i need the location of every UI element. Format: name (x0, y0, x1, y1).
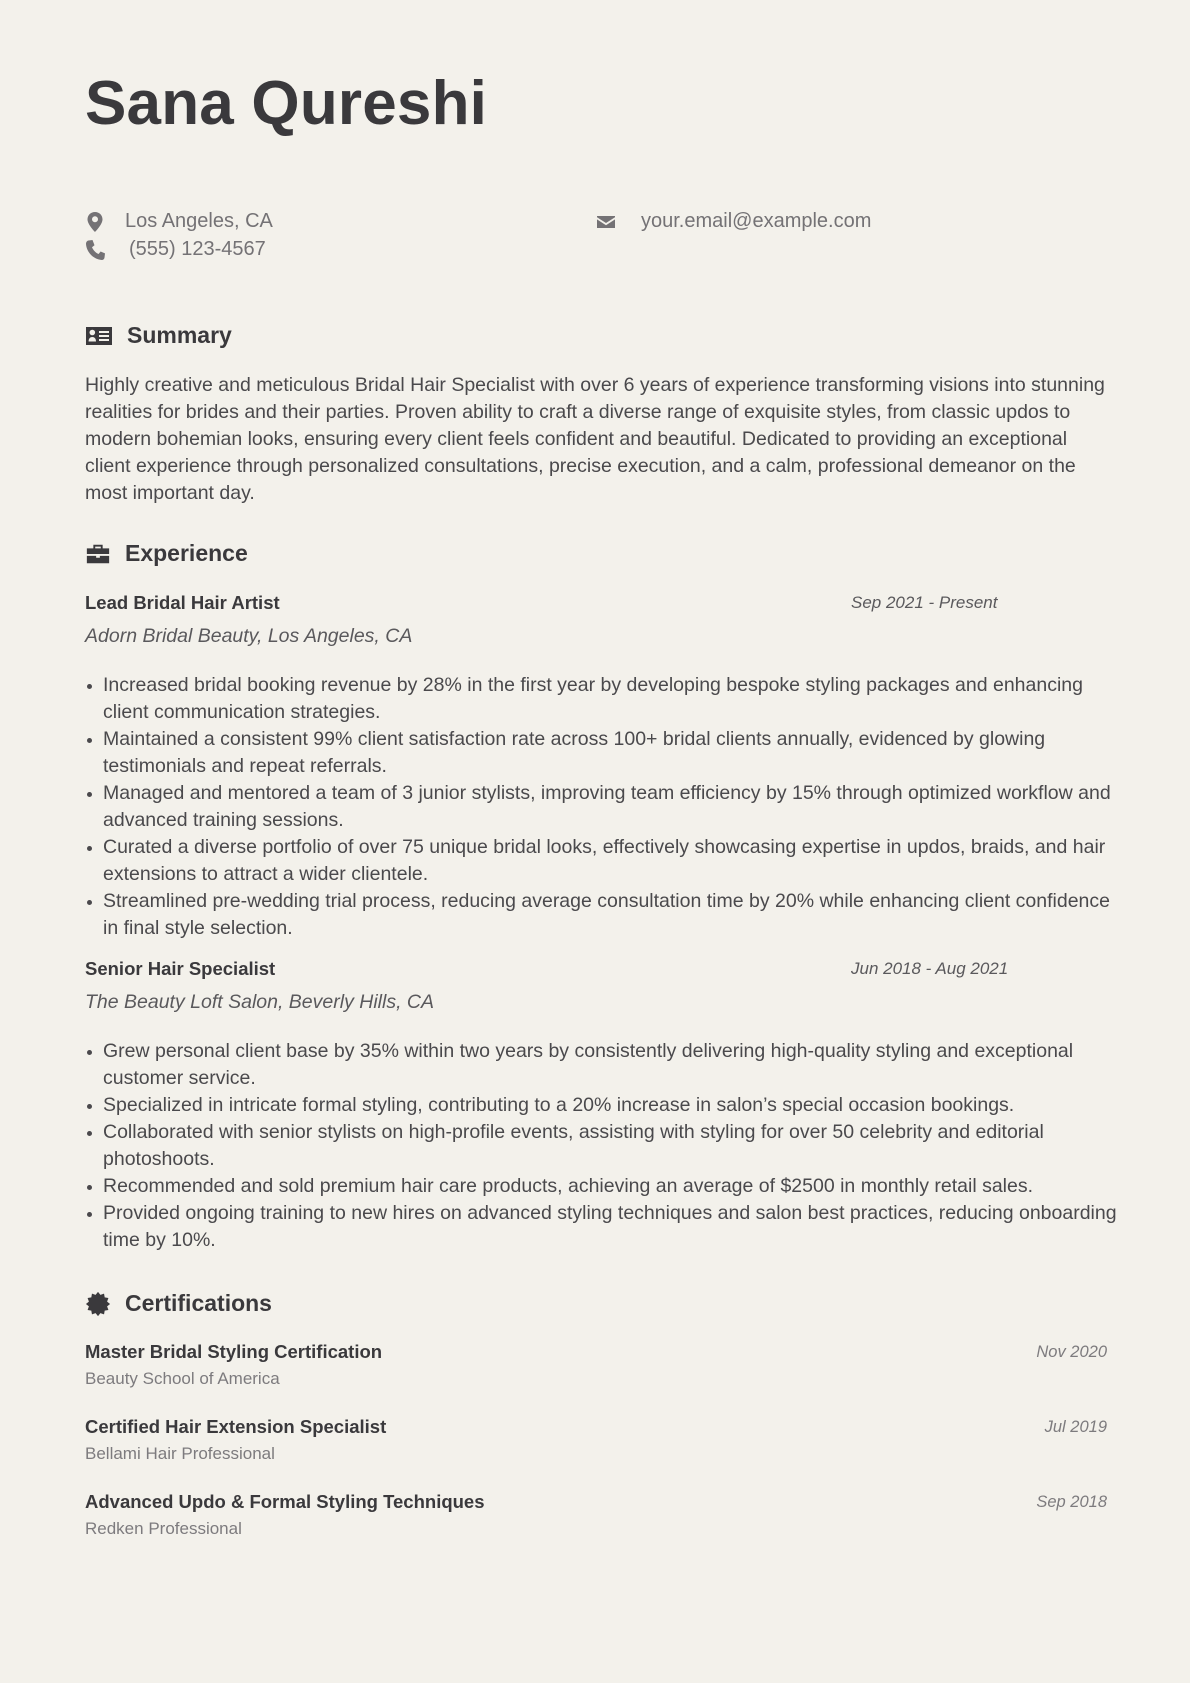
job-bullet: Collaborated with senior stylists on high-profile events, assisting with styling for over 50 celebrity and editorial photoshoots. (103, 1119, 1125, 1173)
job-bullet: Curated a diverse portfolio of over 75 unique bridal looks, effectively showcasing expertise in updos, braids, and hair extensions to attract a wider clientele. (103, 834, 1125, 888)
certifications-heading (85, 1290, 272, 1317)
contact-email (595, 210, 871, 233)
job-bullet: Maintained a consistent 99% client satisfaction rate across 100+ bridal clients annually, evidenced by glowing testimonials and repeat referrals. (103, 726, 1125, 780)
contact-phone (85, 238, 266, 261)
certification-item (85, 1491, 1107, 1539)
job-dates: Sep 2021 - Present (851, 593, 998, 612)
job-bullet: Streamlined pre-wedding trial process, reducing average consultation time by 20% while enhancing client confidence in final style selection. (103, 888, 1125, 942)
experience-title: Experience (125, 540, 248, 566)
certification-item (85, 1416, 1107, 1464)
certification-name: Advanced Updo & Formal Styling Techniques (85, 1491, 485, 1512)
certification-org: Redken Professional (85, 1519, 242, 1538)
phone-icon (85, 239, 105, 261)
summary-title: Summary (127, 322, 232, 348)
certification-org: Bellami Hair Professional (85, 1444, 275, 1463)
summary-heading (85, 322, 232, 349)
certification-name: Certified Hair Extension Specialist (85, 1416, 387, 1437)
envelope-icon (595, 211, 617, 233)
phone-text: (555) 123-4567 (129, 238, 266, 260)
certification-org: Beauty School of America (85, 1369, 280, 1388)
briefcase-icon (85, 542, 111, 566)
job-bullet: Increased bridal booking revenue by 28% in the first year by developing bespoke styling packages and enhancing client communication strategies. (103, 672, 1125, 726)
candidate-name: Sana Qureshi (85, 69, 488, 138)
job-bullet: Recommended and sold premium hair care products, achieving an average of $2500 in monthly retail sales. (103, 1173, 1125, 1200)
certification-date: Sep 2018 (1036, 1493, 1107, 1511)
certificate-icon (85, 1291, 111, 1317)
certifications-title: Certifications (125, 1290, 272, 1316)
certification-date: Nov 2020 (1036, 1343, 1107, 1361)
location-text: Los Angeles, CA (125, 210, 273, 232)
job-title: Senior Hair Specialist (85, 958, 276, 979)
experience-heading (85, 540, 248, 567)
certification-item (85, 1341, 1107, 1389)
email-text[interactable]: your.email@example.com (641, 210, 872, 232)
id-card-icon (85, 324, 113, 348)
job-company: The Beauty Loft Salon, Beverly Hills, CA (85, 991, 434, 1013)
contact-location (85, 210, 273, 233)
job-dates: Jun 2018 - Aug 2021 (851, 959, 1009, 978)
job-bullets (85, 672, 1125, 942)
certification-name: Master Bridal Styling Certification (85, 1341, 383, 1362)
map-pin-icon (85, 211, 105, 233)
job-bullet: Grew personal client base by 35% within two years by consistently delivering high-quality styling and exceptional customer service. (103, 1038, 1125, 1092)
job-title: Lead Bridal Hair Artist (85, 592, 280, 613)
certification-date: Jul 2019 (1044, 1418, 1107, 1436)
job-bullets (85, 1038, 1125, 1254)
job-bullet: Managed and mentored a team of 3 junior stylists, improving team efficiency by 15% through optimized workflow and advanced training sessions. (103, 780, 1125, 834)
job-company: Adorn Bridal Beauty, Los Angeles, CA (85, 625, 413, 647)
summary-text: Highly creative and meticulous Bridal Hair Specialist with over 6 years of experience transforming visions into stunning realities for brides and their parties. Proven ability to craft a diverse range of exquisite styles, from classic updos to modern bohemian looks, ensuring every client feels confident and beautiful. Dedicated to providing an exceptional client experience through personalized consultations, precise execution, and a calm, professional demeanor on the most important day. (85, 374, 1105, 504)
job-bullet: Specialized in intricate formal styling, contributing to a 20% increase in salon’s special occasion bookings. (103, 1092, 1125, 1119)
job-bullet: Provided ongoing training to new hires on advanced styling techniques and salon best practices, reducing onboarding time by 10%. (103, 1200, 1125, 1254)
